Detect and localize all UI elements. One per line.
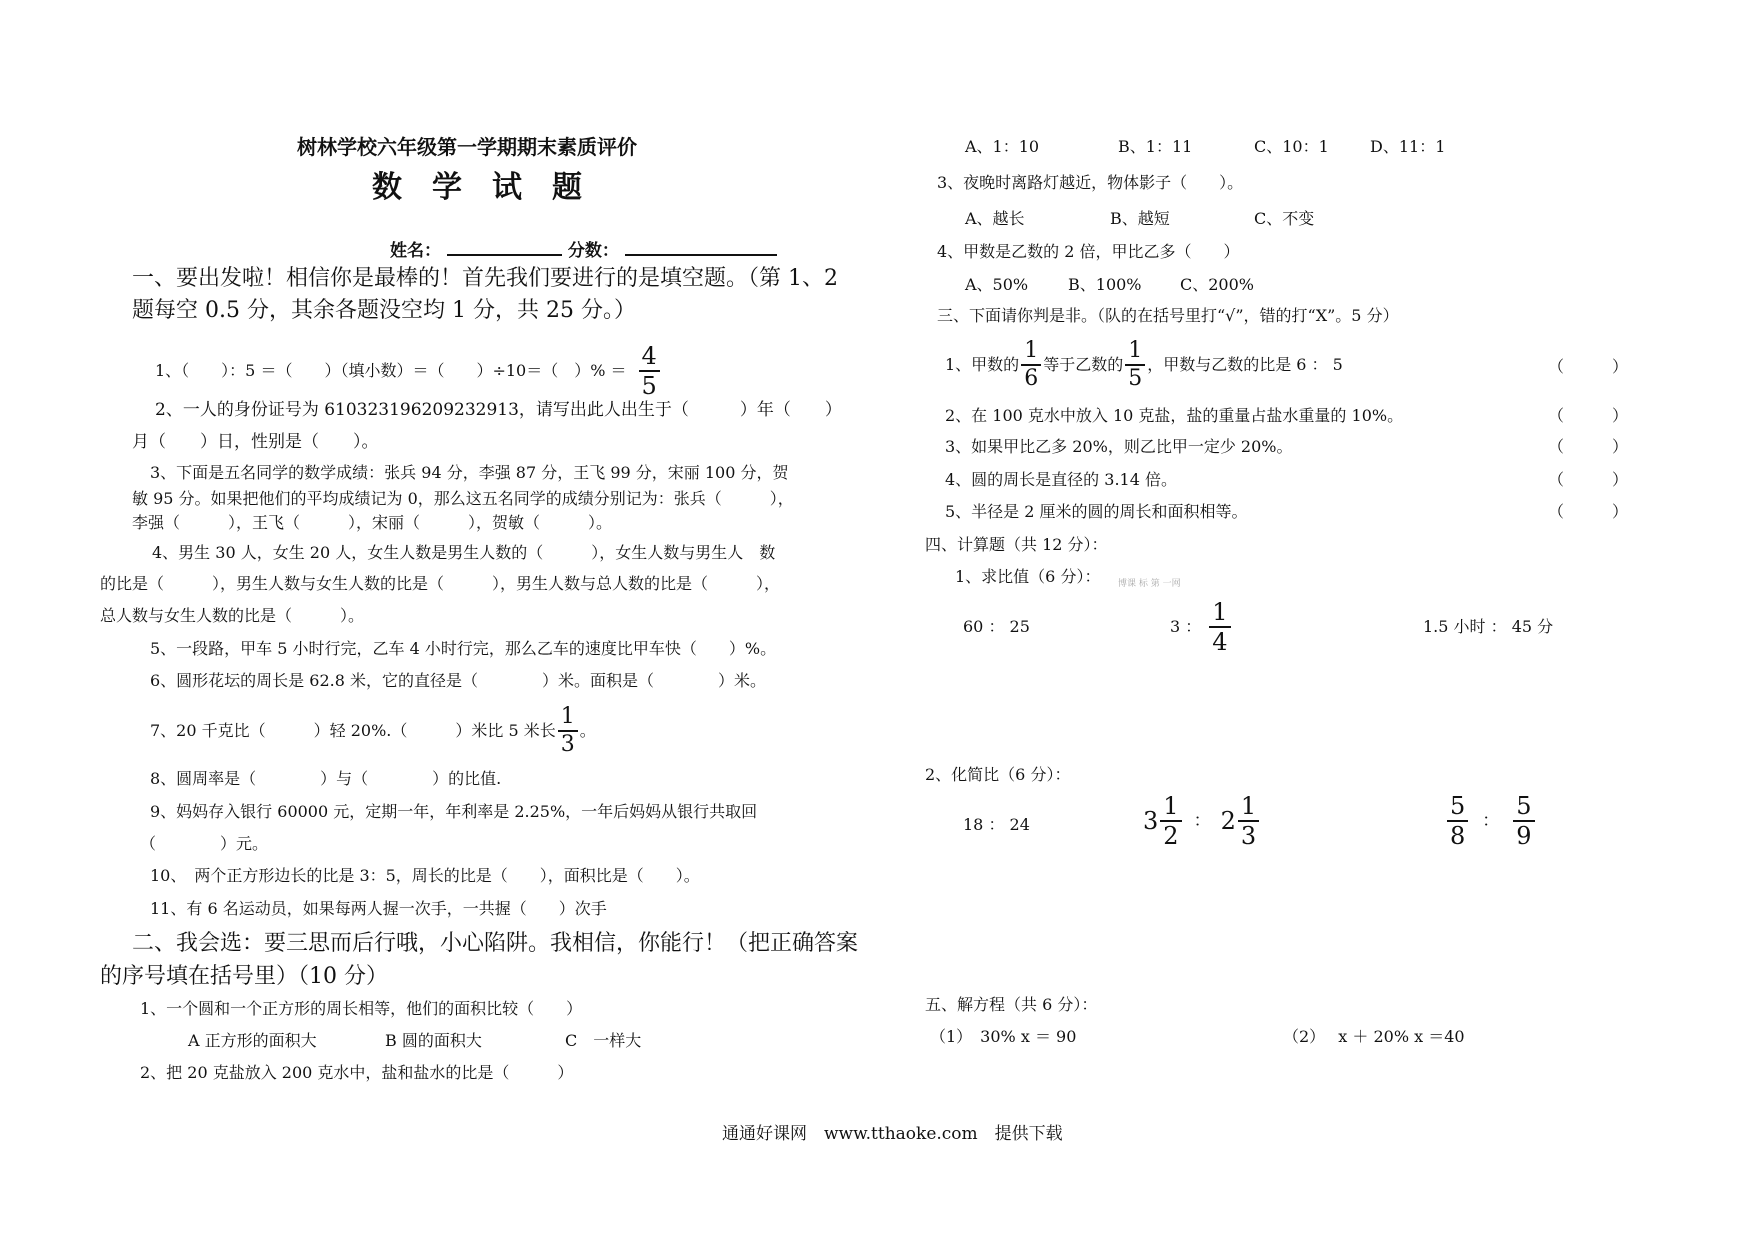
s2-q4-option-a: A、50% xyxy=(965,275,1029,294)
s1-q1 xyxy=(155,344,662,398)
s2-q1-option-b: B 圆的面积大 xyxy=(385,1031,482,1050)
s3-q4-answer-bracket[interactable]: （ ） xyxy=(1548,470,1629,489)
mixed-number-2 xyxy=(1221,794,1262,848)
fraction-numerator: 1 xyxy=(558,706,578,732)
s2-q4-option-c: C、200% xyxy=(1180,275,1254,294)
s1-q2-line2: 月（ ）日，性别是（ ）。 xyxy=(132,432,379,452)
fraction-numerator: 5 xyxy=(1447,794,1468,822)
footer-source: 通通好课网 www.tthaoke.com 提供下载 xyxy=(722,1124,1063,1144)
fraction xyxy=(1238,794,1259,848)
fraction-denominator: 3 xyxy=(1240,822,1257,850)
s1-q7-end: 。 xyxy=(579,721,596,740)
s3-q5-answer-bracket[interactable]: （ ） xyxy=(1548,502,1629,521)
fraction xyxy=(1447,794,1468,848)
school-title: 树林学校六年级第一学期期末素质评价 xyxy=(297,135,637,159)
s1-q4-line2: 的比是（ ），男生人数与女生人数的比是（ ），男生人数与总人数的比是（ ）， xyxy=(100,574,781,593)
ratio-colon: ： xyxy=(1482,811,1500,831)
s4-sub2: 2、化简比（6 分）： xyxy=(925,765,1071,784)
s1-q9-line1: 9、妈妈存入银行 60000 元，定期一年，年利率是 2.25%，一年后妈妈从银行共取回 xyxy=(150,802,758,821)
s1-q10: 10、 两个正方形边长的比是 3：5，周长的比是（ ），面积比是（ ）。 xyxy=(150,866,700,885)
s3-q1-fraction-2 xyxy=(1125,340,1145,390)
s3-q1 xyxy=(945,340,1343,390)
fraction-numerator: 1 xyxy=(1160,794,1181,822)
fraction-denominator: 4 xyxy=(1212,628,1228,656)
whole-part: 2 xyxy=(1220,807,1236,835)
fraction-denominator: 5 xyxy=(1128,366,1143,391)
s2-q4-option-b: B、100% xyxy=(1068,275,1142,294)
s1-q9-line2: （ ）元。 xyxy=(140,834,269,853)
s2-q4: 4、甲数是乙数的 2 倍，甲比乙多（ ） xyxy=(937,242,1240,261)
section3-intro: 三、下面请你判是非。（队的在括号里打“√”，错的打“X”。5 分） xyxy=(937,306,1399,325)
s1-q4-line1: 4、男生 30 人，女生 20 人，女生人数是男生人数的（ ），女生人数与男生人 数 xyxy=(152,543,776,562)
fraction-numerator: 4 xyxy=(639,344,660,372)
s1-q3-line3: 李强（ ），王飞（ ），宋丽（ ），贺敏（ ）。 xyxy=(132,513,613,532)
s3-q3: 3、如果甲比乙多 20%，则乙比甲一定少 20%。 xyxy=(945,437,1293,456)
s3-q3-answer-bracket[interactable]: （ ） xyxy=(1548,437,1629,456)
s1-q1-text: 1、（ ）：5 ＝（ ）（填小数）＝（ ）÷10＝（ ）% ＝ xyxy=(155,361,627,380)
fraction xyxy=(1513,794,1534,848)
s1-q1-fraction xyxy=(639,344,660,398)
fraction-numerator: 1 xyxy=(1125,340,1145,366)
s4-simplify-2 xyxy=(1143,794,1261,848)
s1-q2-line1: 2、一人的身份证号为 610323196209232913，请写出此人出生于（ ）年（ ） xyxy=(155,400,842,420)
s1-q7-text: 7、20 千克比（ ）轻 20%.（ ）米比 5 米长 xyxy=(150,721,556,740)
score-label: 分数： xyxy=(567,241,619,261)
s1-q5: 5、一段路，甲车 5 小时行完，乙车 4 小时行完，那么乙车的速度比甲车快（ ）%。 xyxy=(150,639,777,658)
s1-q11: 11、有 6 名运动员，如果每两人握一次手，一共握（ ）次手 xyxy=(150,899,607,918)
s3-q2-answer-bracket[interactable]: （ ） xyxy=(1548,406,1629,425)
s1-q7 xyxy=(150,706,596,756)
s1-q7-fraction xyxy=(558,706,578,756)
fraction-numerator: 1 xyxy=(1021,340,1041,366)
s3-q1-text-b: 等于乙数的 xyxy=(1043,355,1124,374)
s3-q4: 4、圆的周长是直径的 3.14 倍。 xyxy=(945,470,1177,489)
fraction-denominator: 2 xyxy=(1163,822,1179,850)
s2-q2-option-b: B、1：11 xyxy=(1118,137,1193,156)
s1-q3-line2: 敏 95 分。如果把他们的平均成绩记为 0，那么这五名同学的成绩分别记为：张兵（ ）， xyxy=(132,489,794,508)
section2-intro-1: 二、我会选：要三思而后行哦，小心陷阱。我相信，你能行！（把正确答案 xyxy=(132,931,859,956)
watermark-text: 博课 标 第 一网 xyxy=(1118,579,1181,589)
s3-q2: 2、在 100 克水中放入 10 克盐，盐的重量占盐水重量的 10%。 xyxy=(945,406,1404,425)
s2-q2-option-c: C、10：1 xyxy=(1254,137,1329,156)
s1-q4-line3: 总人数与女生人数的比是（ ）。 xyxy=(100,606,365,625)
s2-q1-option-a: A 正方形的面积大 xyxy=(188,1031,317,1050)
fraction-numerator: 5 xyxy=(1513,794,1534,822)
score-blank[interactable] xyxy=(625,236,777,256)
mixed-number-1 xyxy=(1143,794,1184,848)
s5-equation-1: （1） 30% x ＝ 90 xyxy=(930,1027,1077,1046)
s1-q6: 6、圆形花坛的周长是 62.8 米，它的直径是（ ）米。面积是（ ）米。 xyxy=(150,671,766,690)
fraction-denominator: 6 xyxy=(1024,366,1039,391)
s4-sub1: 1、求比值（6 分）： xyxy=(955,567,1101,586)
s1-q3-line1: 3、下面是五名同学的数学成绩：张兵 94 分，李强 87 分，王飞 99 分，宋丽 100 分，贺 xyxy=(150,463,789,482)
section2-intro-2: 的序号填在括号里）（10 分） xyxy=(100,964,388,989)
s1-q8: 8、圆周率是（ ）与（ ）的比值. xyxy=(150,769,502,788)
s4-ratio-2-text: 3 ： xyxy=(1170,617,1202,636)
ratio-colon: ： xyxy=(1193,811,1211,831)
s4-ratio-3: 1.5 小时 ： 45 分 xyxy=(1423,617,1554,636)
s4-simplify-3 xyxy=(1445,794,1537,848)
s2-q2: 2、把 20 克盐放入 200 克水中，盐和盐水的比是（ ） xyxy=(140,1063,574,1082)
s2-q2-option-d: D、11：1 xyxy=(1370,137,1446,156)
s4-ratio-2-fraction xyxy=(1209,600,1230,654)
section4-intro: 四、计算题（共 12 分）： xyxy=(925,535,1108,554)
s4-ratio-2 xyxy=(1170,600,1233,654)
subject-title: 数学试题 xyxy=(372,170,612,205)
section1-intro-1: 一、要出发啦！相信你是最棒的！首先我们要进行的是填空题。（第 1、2 xyxy=(132,266,838,291)
fraction-denominator: 3 xyxy=(560,732,575,757)
name-label: 姓名： xyxy=(390,241,441,261)
s5-equation-2: （2） x ＋ 20% x ＝40 xyxy=(1283,1027,1465,1046)
fraction xyxy=(1160,794,1181,848)
name-score-line xyxy=(390,236,777,261)
s3-q1-answer-bracket[interactable]: （ ） xyxy=(1548,357,1629,376)
s2-q3-option-b: B、越短 xyxy=(1110,209,1170,228)
s4-ratio-1: 60 ： 25 xyxy=(963,617,1030,636)
name-blank[interactable] xyxy=(447,236,562,256)
fraction-numerator: 1 xyxy=(1238,794,1259,822)
s2-q1: 1、一个圆和一个正方形的周长相等，他们的面积比较（ ） xyxy=(140,999,583,1018)
s3-q1-text-a: 1、甲数的 xyxy=(945,355,1020,374)
section1-intro-2: 题每空 0.5 分，其余各题没空均 1 分，共 25 分。） xyxy=(132,298,636,323)
s2-q3-option-c: C、不变 xyxy=(1254,209,1315,228)
fraction-denominator: 9 xyxy=(1516,822,1532,850)
whole-part: 3 xyxy=(1143,807,1159,835)
s3-q1-fraction-1 xyxy=(1021,340,1041,390)
fraction-numerator: 1 xyxy=(1209,600,1230,628)
s3-q1-text-c: ，甲数与乙数的比是 6 ： 5 xyxy=(1147,355,1343,374)
fraction-denominator: 8 xyxy=(1450,822,1466,850)
s2-q3-option-a: A、越长 xyxy=(965,209,1025,228)
s2-q3: 3、夜晚时离路灯越近，物体影子（ ）。 xyxy=(937,173,1244,192)
s4-simplify-1: 18 ： 24 xyxy=(963,815,1030,834)
s2-q2-option-a: A、1：10 xyxy=(965,137,1040,156)
s2-q1-option-c: C 一样大 xyxy=(565,1031,642,1050)
fraction-denominator: 5 xyxy=(641,372,657,400)
section5-intro: 五、解方程（共 6 分）： xyxy=(925,995,1098,1014)
s3-q5: 5、半径是 2 厘米的圆的周长和面积相等。 xyxy=(945,502,1248,521)
